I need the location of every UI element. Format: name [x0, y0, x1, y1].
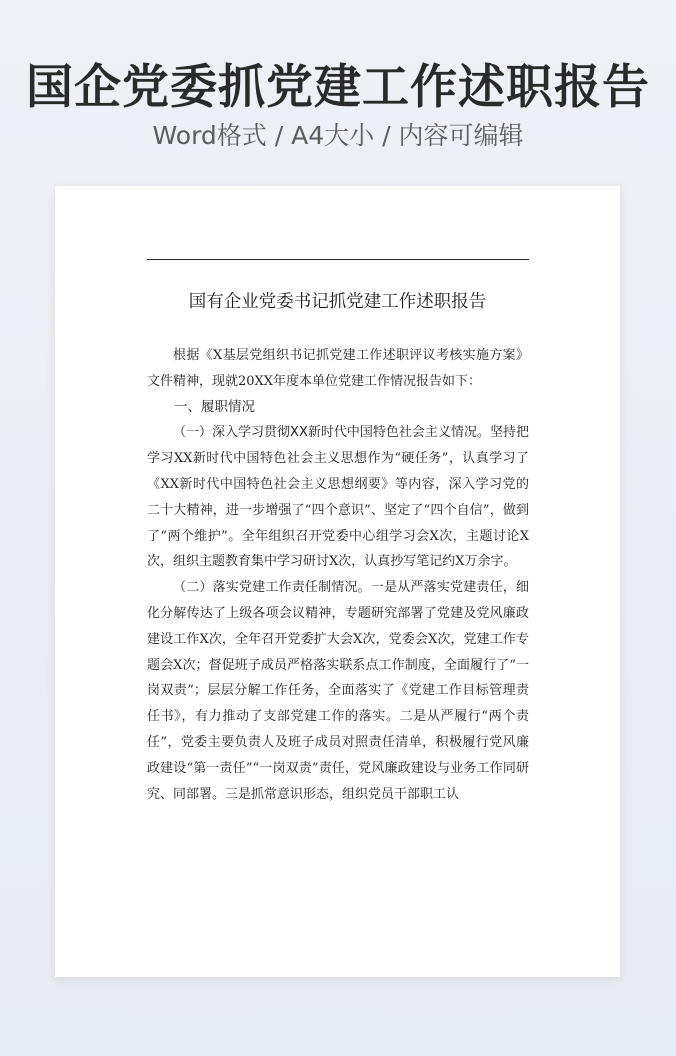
page-title: 国企党委抓党建工作述职报告 — [26, 60, 650, 115]
paragraph-2-lead: （二）落实党建工作责任制情况。 — [173, 580, 371, 596]
paragraph-1 — [147, 420, 529, 575]
document-body — [147, 343, 529, 807]
page-subtitle: Word格式 / A4大小 / 内容可编辑 — [152, 121, 524, 150]
paragraph-2 — [147, 575, 529, 807]
section-heading: 一、履职情况 — [174, 398, 255, 415]
document-title: 国有企业党委书记抓党建工作述职报告 — [188, 292, 487, 312]
paragraph-2-body: 一是从严落实党建责任，细化分解传达了上级各项会议精神，专题研究部署了党建及党风廉政建设工作X次，全年召开党委扩大会X次，党委会X次，党建工作专题会X次；督促班子成员严格落实联系点工作制度，全面履行了“一岗双责”；层层分解工作任务，全面落实了《党建工作目标管理责任书》，有力推动了支部党建工作的落实。二是从严履行“两个责任”，党委主要负责人及班子成员对照责任清单，积极履行党风廉政建设“第一责任”“一岗双责”责任，党风廉政建设与业务工作同研究、同部署。三是抓常意识形态，组织党员干部职工认 — [147, 580, 529, 802]
header-rule — [147, 259, 529, 260]
paragraph-1-lead: （一）深入学习贯彻XX新时代中国特色社会主义情况。 — [173, 425, 490, 441]
paragraph-1-body: 坚持把学习XX新时代中国特色社会主义思想作为“硬任务”，认真学习了《XX新时代中国特色社会主义思想纲要》等内容，深入学习党的二十大精神，进一步增强了“四个意识”、坚定了“四个自信”，做到了“两个维护”。全年组织召开党委中心组学习会X次，主题讨论X次，组织主题教育集中学习研讨X次，认真抄写笔记约X万余字。 — [147, 425, 529, 570]
document-page — [55, 186, 620, 977]
intro-paragraph: 根据《X基层党组织书记抓党建工作述职评议考核实施方案》文件精神，现就20XX年度本单位党建工作情况报告如下： — [147, 348, 529, 389]
